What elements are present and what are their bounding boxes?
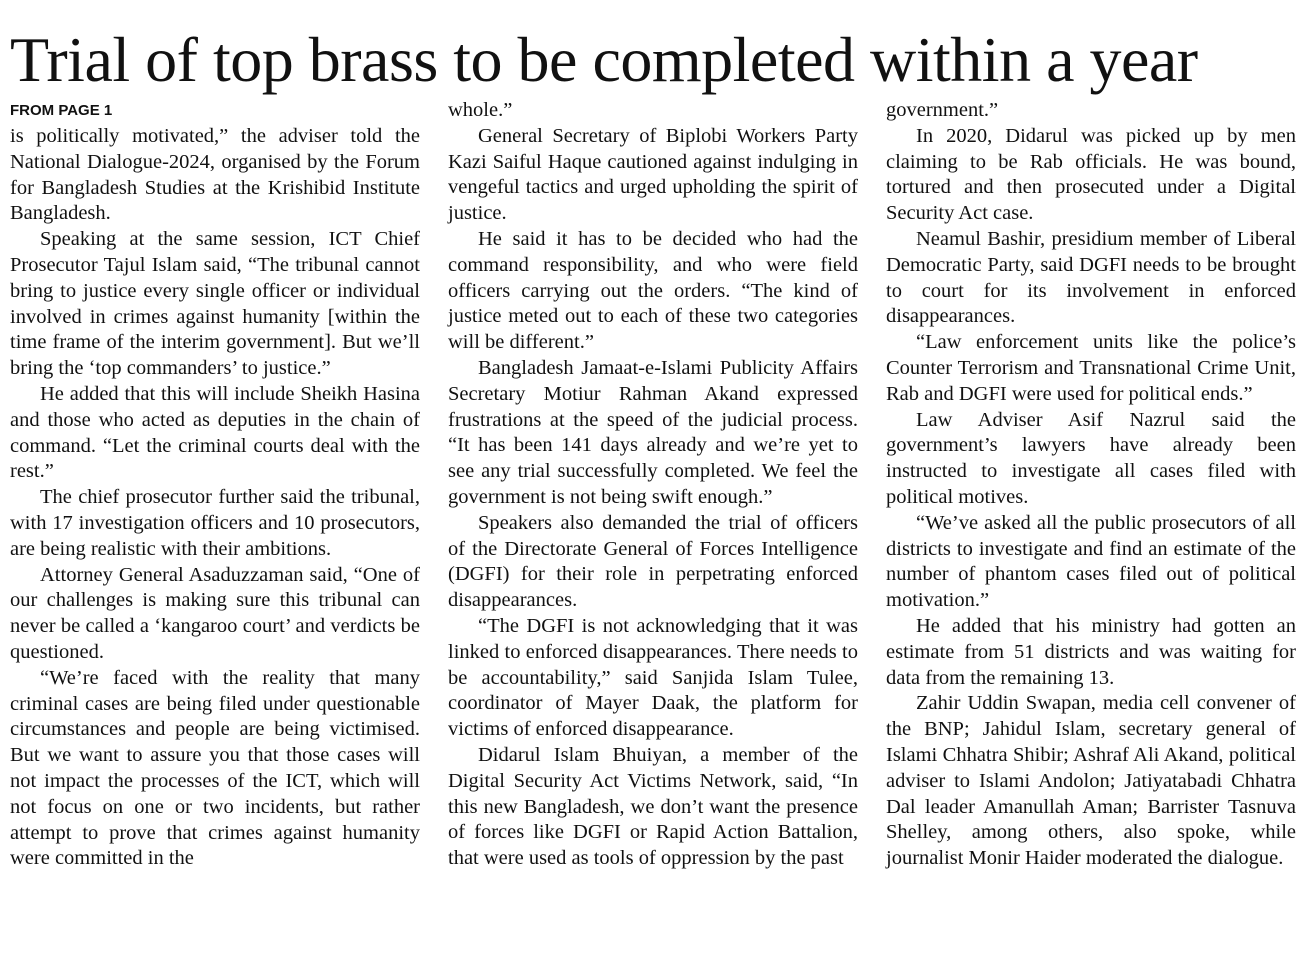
paragraph: is politically motivated,” the adviser told the National Dialogue-2024, organised by the Forum for Bangladesh Studies at the Krishibid Institute Bangladesh. [10,125,420,225]
paragraph: In 2020, Didarul was picked up by men claiming to be Rab officials. He was bound, tortured and then prosecuted under a Digital Security Act case. [886,124,1296,225]
paragraph: government.” [886,99,999,121]
paragraph: Law Adviser Asif Nazrul said the government’s lawyers have already been instructed to investigate all cases filed with political motives. [886,408,1296,508]
paragraph: Bangladesh Jamaat-e-Islami Publicity Affairs Secretary Motiur Rahman Akand expressed frustrations at the speed of the judicial process. “It has been 141 days already and we’re yet to see any trial successfully completed. We feel the government is not being swift enough.” [448,356,858,508]
paragraph: Attorney General Asaduzzaman said, “One of our challenges is making sure this tribunal can never be called a ‘kangaroo court’ and verdicts be questioned. [10,563,420,663]
paragraph: whole.” [448,99,513,121]
paragraph: “We’re faced with the reality that many criminal cases are being filed under questionable circumstances and people are being victimised. But we want to assure you that those cases will not impact the processes of the ICT, which will not focus on one or two incidents, but rather attempt to prove that crimes against humanity were committed in the [10,666,420,870]
headline: Trial of top brass to be completed within a year [10,24,1198,95]
article-column-1 [10,98,420,872]
paragraph: “We’ve asked all the public prosecutors of all districts to investigate and find an estimate of the number of phantom cases filed out of political motivation.” [886,511,1296,612]
paragraph: He added that his ministry had gotten an estimate from 51 districts and was waiting for data from the remaining 13. [886,614,1296,689]
paragraph: Zahir Uddin Swapan, media cell convener of the BNP; Jahidul Islam, secretary general of Islami Chhatra Shibir; Ashraf Ali Akand, political adviser to Islami Andolon; Jatiyatabadi Chhatra Dal leader Amanullah Aman; Barrister Tasnuva Shelley, among others, also spoke, while journalist Monir Haider moderated the dialogue. [886,692,1296,870]
paragraph: “Law enforcement units like the police’s Counter Terrorism and Transnational Crime Unit, Rab and DGFI were used for political ends.” [886,331,1296,405]
paragraph: General Secretary of Biplobi Workers Party Kazi Saiful Haque cautioned against indulging in vengeful tactics and urged upholding the spirit of justice. [448,124,858,225]
paragraph: Speakers also demanded the trial of officers of the Directorate General of Forces Intelligence (DGFI) for their role in perpetrating enforced disappearances. [448,511,858,612]
paragraph: The chief prosecutor further said the tribunal, with 17 investigation officers and 10 prosecutors, are being realistic with their ambitions. [10,486,420,560]
article-column-2 [448,98,858,872]
paragraph: He said it has to be decided who had the command responsibility, and who were field officers carrying out the orders. “The kind of justice meted out to each of these two categories will be different.” [448,227,858,354]
article-column-3 [886,98,1296,872]
jump-line: FROM PAGE 1 [10,102,113,119]
paragraph: He added that this will include Sheikh Hasina and those who acted as deputies in the chain of command. “Let the criminal courts deal with the rest.” [10,382,420,483]
paragraph: “The DGFI is not acknowledging that it was linked to enforced disappearances. There needs to be accountability,” said Sanjida Islam Tulee, coordinator of Mayer Daak, the platform for victims of enforced disappearance. [448,614,858,741]
paragraph: Didarul Islam Bhuiyan, a member of the Digital Security Act Victims Network, said, “In this new Bangladesh, we don’t want the presence of forces like DGFI or Rapid Action Battalion, that were used as tools of oppression by the past [448,743,858,870]
paragraph: Neamul Bashir, presidium member of Liberal Democratic Party, said DGFI needs to be brought to court for its involvement in enforced disappearances. [886,227,1296,328]
paragraph: Speaking at the same session, ICT Chief Prosecutor Tajul Islam said, “The tribunal cannot bring to justice every single officer or individual involved in crimes against humanity [within the time frame of the interim government]. But we’ll bring the ‘top commanders’ to justice.” [10,228,420,380]
